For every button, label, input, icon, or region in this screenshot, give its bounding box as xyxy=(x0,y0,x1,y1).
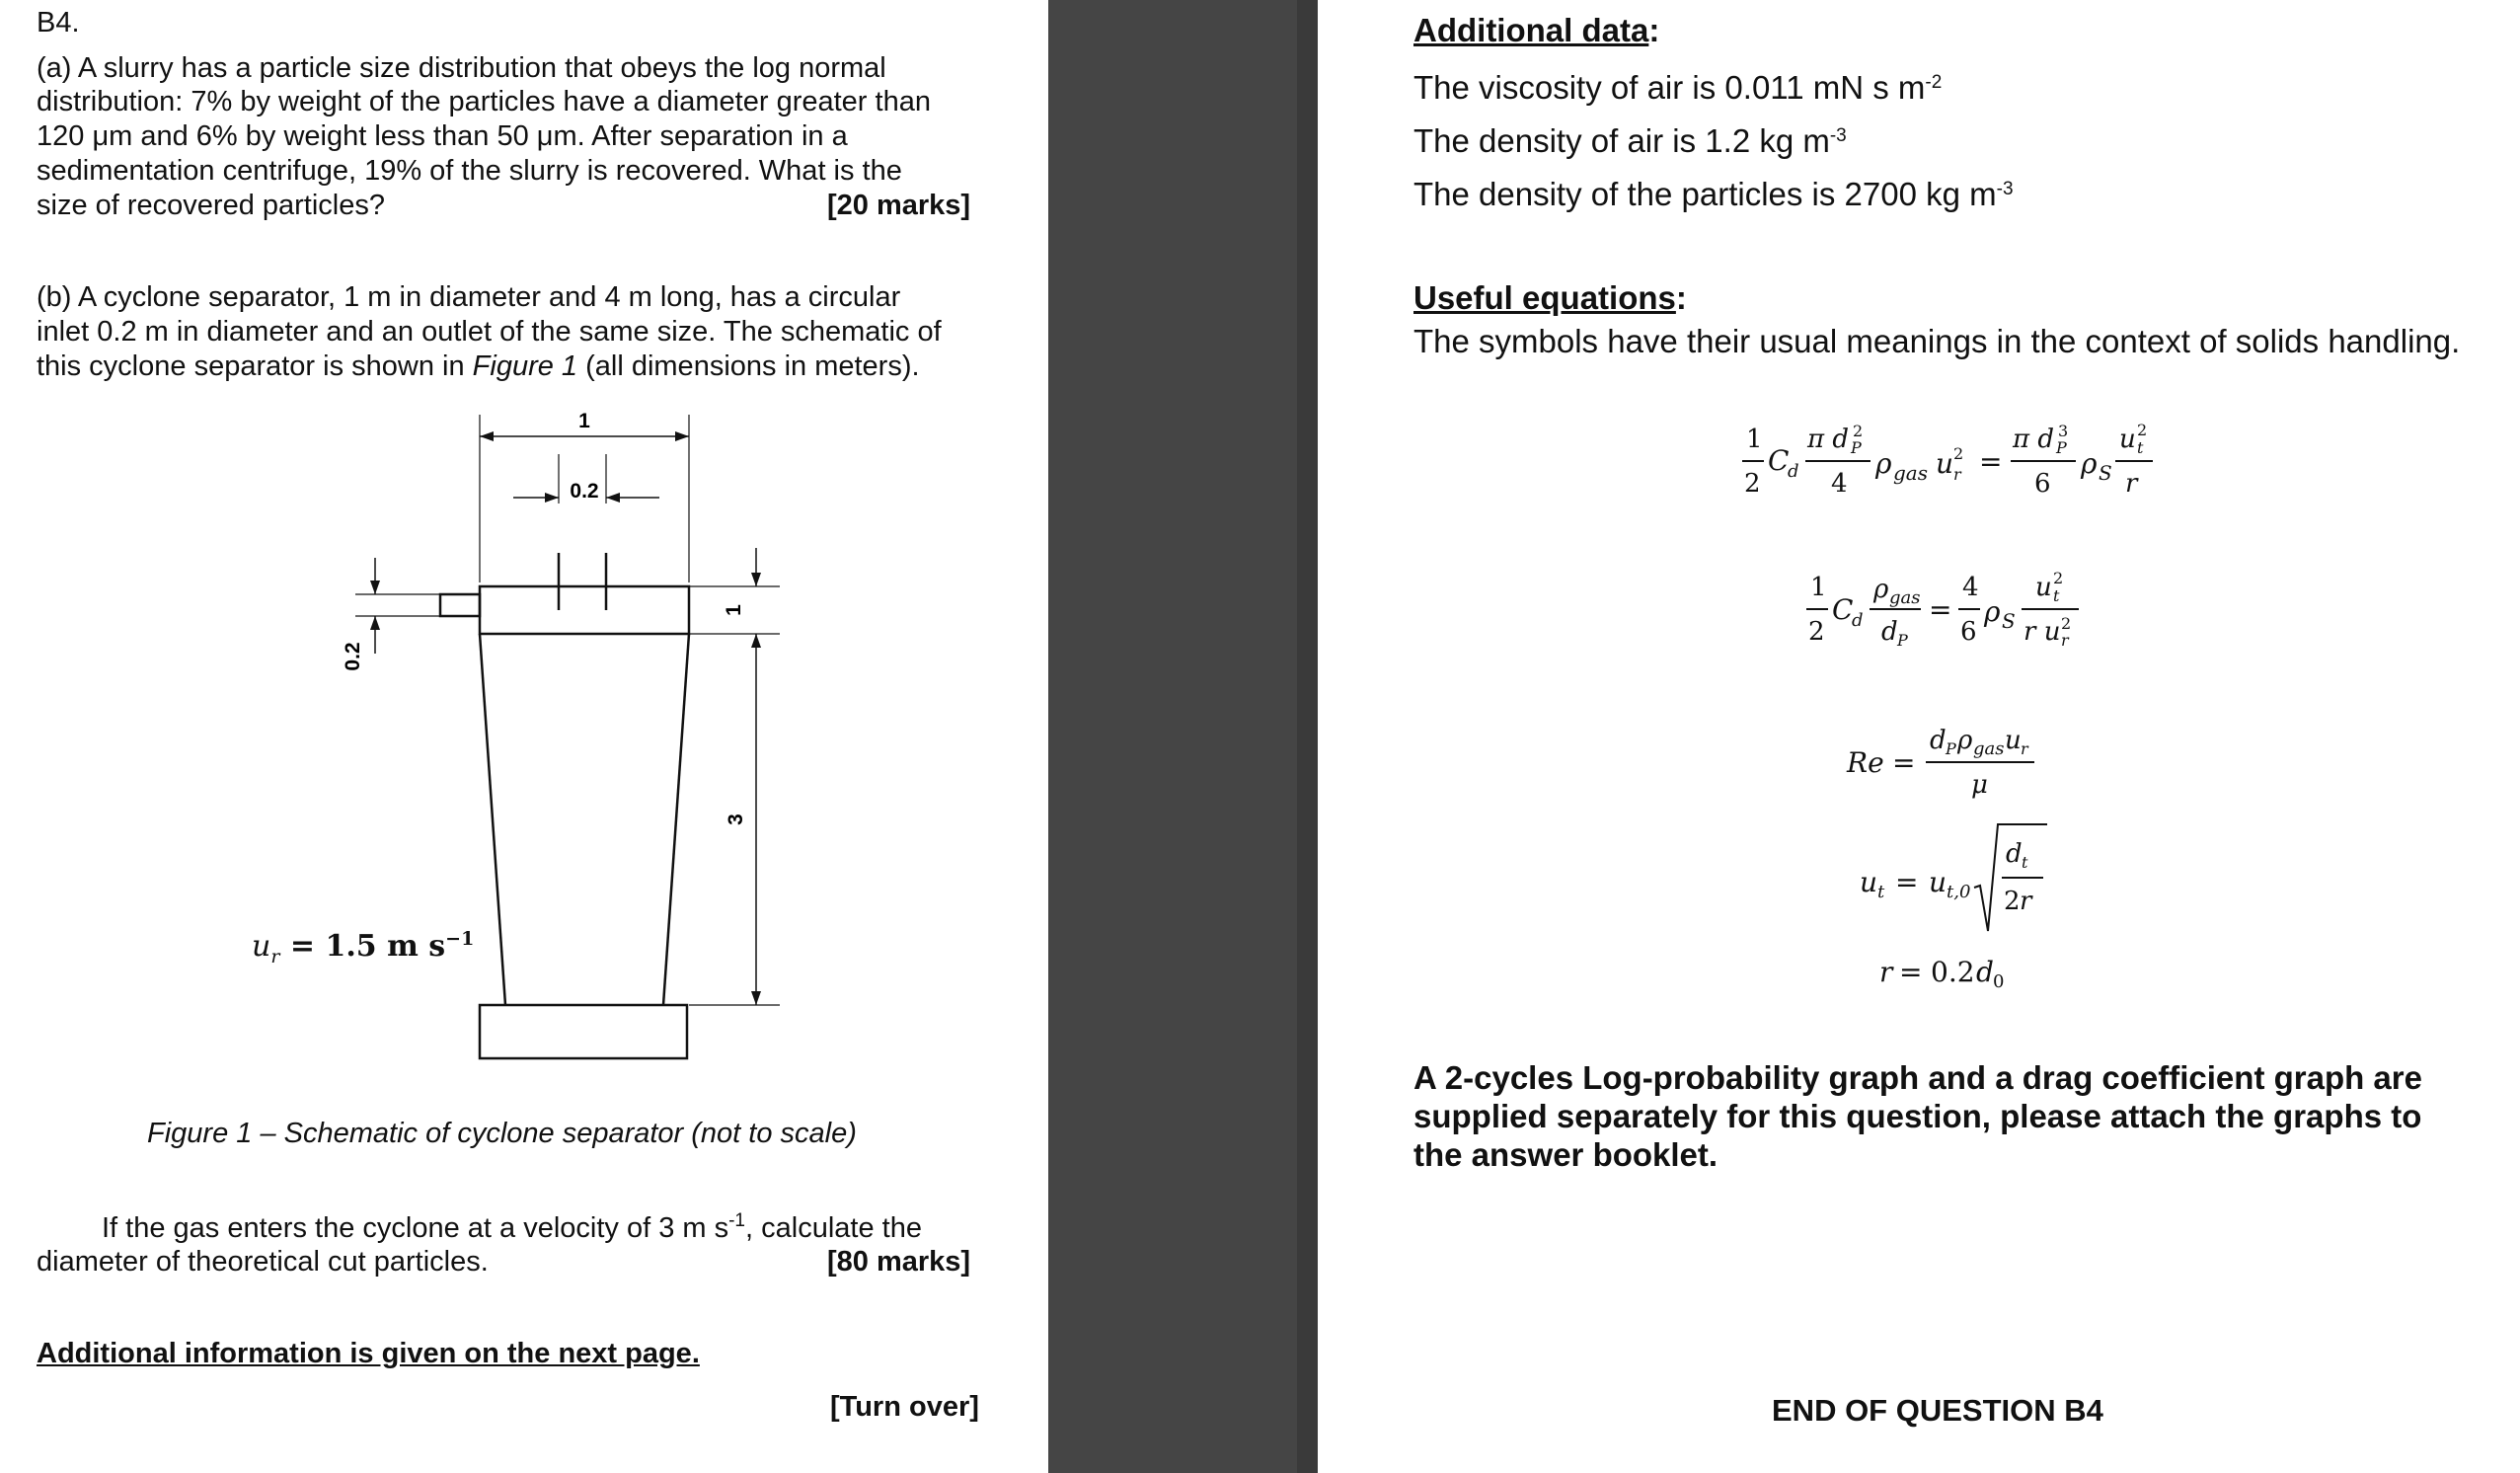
air-density-text: The density of air is 1.2 kg m xyxy=(1413,122,1830,159)
arrowhead xyxy=(545,493,559,503)
svg-text:u: u xyxy=(1860,866,1878,898)
svg-text:gas: gas xyxy=(1893,461,1928,485)
arrowhead xyxy=(606,493,620,503)
svg-text:1: 1 xyxy=(1810,573,1827,602)
question-heading: B4. xyxy=(37,7,80,39)
svg-text:d: d xyxy=(1930,726,1947,755)
velocity-exponent: −1 xyxy=(445,928,475,950)
useful-equations-title: Useful equations xyxy=(1413,279,1676,316)
equation-cut-size xyxy=(1796,558,2152,666)
viscosity-text: The viscosity of air is 0.011 mN s m xyxy=(1413,69,1926,106)
dim-cone-label: 3 xyxy=(725,814,747,825)
svg-text:r: r xyxy=(1953,465,1961,484)
question-line-1-text: If the gas enters the cyclone at a velocity of 3 m s xyxy=(102,1212,729,1244)
additional-data-colon: : xyxy=(1648,12,1660,48)
symbols-note: The symbols have their usual meanings in the context of solids handling. xyxy=(1413,323,2461,359)
svg-text:ρ: ρ xyxy=(1984,595,2001,628)
air-density-line xyxy=(1413,122,1847,160)
svg-text:t: t xyxy=(2022,853,2028,872)
additional-data-title: Additional data xyxy=(1413,12,1649,48)
svg-text:t: t xyxy=(2053,586,2060,605)
svg-text:ρ: ρ xyxy=(1957,726,1973,755)
svg-text:2: 2 xyxy=(1953,444,1964,463)
dim-inlet-label: 0.2 xyxy=(342,642,364,671)
svg-text:2: 2 xyxy=(2137,421,2148,439)
figure-caption: Figure 1 – Schematic of cyclone separator (not to scale) xyxy=(147,1118,857,1149)
svg-text:P: P xyxy=(2056,438,2067,457)
svg-text:S: S xyxy=(2002,609,2016,633)
svg-text:gas: gas xyxy=(1973,738,2005,759)
additional-info-note: Additional information is given on the next page. xyxy=(37,1338,700,1369)
part-b-line-3-end: (all dimensions in meters). xyxy=(577,350,920,382)
turn-over: [Turn over] xyxy=(830,1391,979,1423)
svg-text:2: 2 xyxy=(1853,422,1864,440)
part-b-line-3 xyxy=(37,349,920,384)
arrowhead xyxy=(751,634,761,648)
svg-text:d: d xyxy=(1788,461,1799,482)
arrowhead xyxy=(480,431,494,441)
svg-text:gas: gas xyxy=(1889,587,1921,608)
svg-text:2: 2 xyxy=(1808,617,1825,647)
inlet-velocity-label xyxy=(252,928,474,968)
velocity-value: = 1.5 m s xyxy=(279,929,446,964)
svg-text:t: t xyxy=(2137,438,2144,457)
svg-text:1: 1 xyxy=(1746,425,1763,454)
question-line-1 xyxy=(102,1211,922,1246)
svg-text:d: d xyxy=(1976,956,1994,988)
part-a-line-1: (a) A slurry has a particle size distribution that obeys the log normal xyxy=(37,52,886,84)
svg-text:r: r xyxy=(2061,631,2069,650)
svg-text:d: d xyxy=(1852,610,1864,631)
svg-text:π d: π d xyxy=(2013,425,2054,454)
question-line-2: diameter of theoretical cut particles. xyxy=(37,1246,489,1278)
svg-text:2: 2 xyxy=(2053,569,2064,587)
svg-text:=: = xyxy=(1892,746,1916,779)
dim-cylinder-label: 1 xyxy=(723,604,745,616)
arrowhead xyxy=(370,616,380,630)
question-marks: [80 marks] xyxy=(827,1246,971,1278)
cylinder-body xyxy=(480,586,689,634)
viscosity-exponent: -2 xyxy=(1925,72,1943,93)
equation-force-balance xyxy=(1732,410,2226,518)
svg-text:=: = xyxy=(1895,866,1919,898)
question-line-1-end: , calculate the xyxy=(745,1212,922,1244)
part-a-marks: [20 marks] xyxy=(827,190,971,221)
svg-text:S: S xyxy=(2099,461,2112,485)
velocity-subscript: r xyxy=(270,946,280,968)
svg-text:=: = xyxy=(1979,445,2003,478)
dim-top-label: 1 xyxy=(578,410,590,432)
svg-text:ρ: ρ xyxy=(2081,447,2098,480)
part-b-line-1: (b) A cyclone separator, 1 m in diameter and 4 m long, has a circular xyxy=(37,281,901,313)
graph-note xyxy=(1413,1058,2422,1174)
svg-text:Re: Re xyxy=(1847,746,1884,779)
dust-hopper xyxy=(480,1005,687,1058)
right-page xyxy=(1318,0,2520,1473)
dim-outlet-label: 0.2 xyxy=(570,480,599,503)
svg-text:ρ: ρ xyxy=(1875,447,1892,480)
cone-left-wall xyxy=(480,634,505,1005)
svg-text:t: t xyxy=(1877,882,1885,902)
part-b-line-2: inlet 0.2 m in diameter and an outlet of the same size. The schematic of xyxy=(37,316,942,348)
part-a-line-4: sedimentation centrifuge, 19% of the slurry is recovered. What is the xyxy=(37,155,902,187)
svg-text:r: r xyxy=(1879,956,1893,988)
arrowhead xyxy=(370,581,380,594)
svg-text:2: 2 xyxy=(2061,614,2072,633)
svg-text:3: 3 xyxy=(2058,422,2069,440)
svg-text:0.2: 0.2 xyxy=(1931,956,1975,988)
cyclone-schematic xyxy=(0,395,1048,1076)
svg-text:d: d xyxy=(2006,839,2023,869)
left-page xyxy=(0,0,1048,1473)
svg-text:r: r xyxy=(2020,887,2032,916)
particle-density-exponent: -3 xyxy=(1996,179,2014,199)
arrowhead xyxy=(751,991,761,1005)
svg-text:C: C xyxy=(1832,593,1854,626)
additional-data-heading xyxy=(1413,12,1659,49)
velocity-symbol: u xyxy=(252,929,271,964)
svg-text:6: 6 xyxy=(1960,617,1977,647)
svg-text:P: P xyxy=(1897,631,1908,650)
svg-text:0: 0 xyxy=(1993,971,2005,992)
svg-text:μ: μ xyxy=(1971,770,1988,800)
useful-equations-colon: : xyxy=(1675,279,1687,316)
svg-text:π d: π d xyxy=(1807,425,1849,454)
svg-text:2: 2 xyxy=(2004,887,2021,916)
svg-text:u: u xyxy=(1936,447,1954,480)
end-of-question: END OF QUESTION B4 xyxy=(1772,1393,2103,1428)
svg-text:P: P xyxy=(1851,438,1862,457)
svg-text:r: r xyxy=(2021,739,2028,758)
graph-note-line-3: the answer booklet. xyxy=(1413,1136,1718,1173)
svg-text:u: u xyxy=(2005,726,2022,755)
inlet-pipe xyxy=(440,594,480,616)
arrowhead xyxy=(675,431,689,441)
svg-text:t,0: t,0 xyxy=(1947,882,1971,902)
viscosity-line xyxy=(1413,69,1942,107)
cone-right-wall xyxy=(663,634,689,1005)
graph-note-line-2: supplied separately for this question, please attach the graphs to xyxy=(1413,1098,2422,1134)
air-density-exponent: -3 xyxy=(1829,125,1847,146)
svg-text:=: = xyxy=(1929,593,1952,626)
part-a-line-5: size of recovered particles? xyxy=(37,190,385,221)
svg-text:ρ: ρ xyxy=(1873,575,1889,604)
equation-terminal-velocity xyxy=(1856,814,2152,943)
svg-text:4: 4 xyxy=(1831,469,1848,499)
svg-text:=: = xyxy=(1899,956,1923,988)
graph-note-line-1: A 2-cycles Log-probability graph and a drag coefficient graph are xyxy=(1413,1059,2422,1096)
particle-density-line xyxy=(1413,176,2014,213)
particle-density-text: The density of the particles is 2700 kg m xyxy=(1413,176,1997,212)
useful-equations-heading xyxy=(1413,279,1687,317)
svg-text:P: P xyxy=(1946,739,1956,758)
svg-text:u: u xyxy=(1929,866,1947,898)
svg-text:2: 2 xyxy=(1744,469,1761,499)
svg-text:u: u xyxy=(2119,425,2136,454)
part-b-line-3-text: this cyclone separator is shown in xyxy=(37,350,473,382)
question-velocity-exponent: -1 xyxy=(728,1210,746,1231)
part-a-line-2: distribution: 7% by weight of the particles have a diameter greater than xyxy=(37,86,931,117)
svg-text:r u: r u xyxy=(2024,617,2061,647)
svg-text:C: C xyxy=(1768,444,1790,477)
arrowhead xyxy=(751,573,761,586)
equation-radius xyxy=(1875,948,2073,997)
svg-text:u: u xyxy=(2035,573,2052,602)
svg-text:6: 6 xyxy=(2034,469,2051,499)
svg-text:4: 4 xyxy=(1962,573,1979,602)
equation-reynolds xyxy=(1841,711,2137,819)
svg-text:r: r xyxy=(2125,469,2138,499)
svg-text:d: d xyxy=(1881,617,1898,647)
part-a-line-3: 120 μm and 6% by weight less than 50 μm. After separation in a xyxy=(37,120,848,152)
figure-reference: Figure 1 xyxy=(472,350,578,382)
page-gap-shade xyxy=(1048,0,1297,1473)
